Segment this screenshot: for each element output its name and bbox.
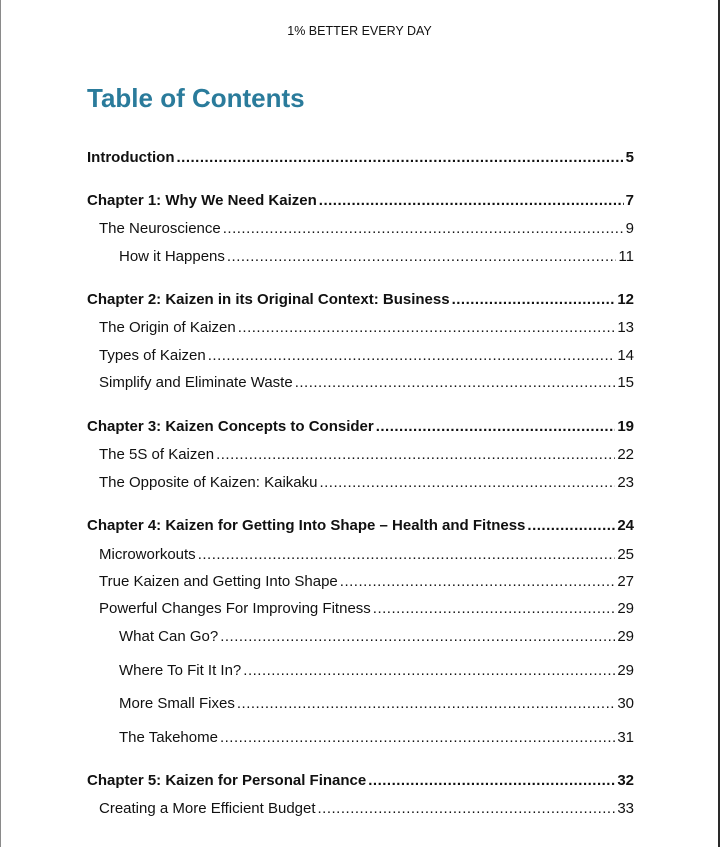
toc-entry-level-2[interactable] [99, 445, 634, 465]
toc-page-number: 33 [617, 800, 634, 817]
toc-entry-text: How it Happens [119, 248, 225, 265]
toc-entry-text: The Origin of Kaizen [99, 319, 236, 336]
toc-entry-level-3[interactable] [119, 694, 634, 714]
toc-page-number: 29 [617, 628, 634, 645]
toc-entry-text: Simplify and Eliminate Waste [99, 374, 293, 391]
toc-page-number: 23 [617, 474, 634, 491]
toc-entry-level-1[interactable] [87, 148, 634, 168]
toc-entry-text: What Can Go? [119, 628, 219, 645]
toc-entry-level-3[interactable] [119, 661, 634, 681]
toc-entry-text: Powerful Changes For Improving Fitness [99, 600, 371, 617]
dot-leader [319, 191, 624, 211]
toc-entry-level-2[interactable] [99, 219, 634, 239]
toc-page-number: 7 [625, 192, 634, 209]
toc-entry-text: The 5S of Kaizen [99, 446, 215, 463]
toc-page-number: 15 [617, 374, 634, 391]
toc-entry-level-2[interactable] [99, 545, 634, 565]
dot-leader [208, 346, 616, 366]
page-title: Table of Contents [87, 83, 305, 113]
toc-page-number: 5 [625, 149, 634, 166]
toc-entry-text: The Opposite of Kaizen: Kaikaku [99, 474, 318, 491]
toc-entry-level-1[interactable] [87, 417, 634, 437]
toc-entry-level-2[interactable] [99, 799, 634, 819]
toc-entry-level-3[interactable] [119, 728, 634, 748]
toc-page-number: 13 [617, 319, 634, 336]
table-of-contents [1, 0, 720, 847]
dot-leader [237, 694, 615, 714]
dot-leader [216, 445, 615, 465]
dot-leader [220, 728, 615, 748]
dot-leader [318, 799, 616, 819]
toc-entry-level-2[interactable] [99, 346, 634, 366]
dot-leader [452, 290, 616, 310]
toc-entry-text: Chapter 5: Kaizen for Personal Finance [87, 772, 367, 789]
toc-entry-text: Chapter 3: Kaizen Concepts to Consider [87, 418, 374, 435]
running-header: 1% BETTER EVERY DAY [287, 24, 432, 38]
toc-entry-level-2[interactable] [99, 572, 634, 592]
toc-entry-level-2[interactable] [99, 373, 634, 393]
dot-leader [198, 545, 616, 565]
toc-entry-text: Creating a More Efficient Budget [99, 800, 316, 817]
dot-leader [295, 373, 616, 393]
toc-page-number: 11 [618, 248, 634, 265]
toc-entry-text: Microworkouts [99, 546, 196, 563]
dot-leader [527, 516, 615, 536]
toc-entry-level-2[interactable] [99, 318, 634, 338]
toc-entry-level-1[interactable] [87, 516, 634, 536]
toc-entry-level-3[interactable] [119, 247, 634, 267]
dot-leader [340, 572, 616, 592]
toc-entry-level-2[interactable] [99, 473, 634, 493]
toc-page-number: 22 [617, 446, 634, 463]
toc-entry-text: Introduction [87, 149, 175, 166]
toc-page-number: 24 [617, 517, 634, 534]
toc-page-number: 12 [617, 291, 634, 308]
toc-entry-level-1[interactable] [87, 191, 634, 211]
toc-entry-text: Chapter 1: Why We Need Kaizen [87, 192, 317, 209]
toc-page-number: 9 [625, 220, 634, 237]
toc-entry-level-2[interactable] [99, 599, 634, 619]
toc-entry-text: Where To Fit It In? [119, 662, 242, 679]
toc-entry-level-1[interactable] [87, 290, 634, 310]
dot-leader [220, 627, 615, 647]
dot-leader [368, 771, 615, 791]
toc-page-number: 30 [617, 695, 634, 712]
dot-leader [319, 473, 615, 493]
toc-entry-text: True Kaizen and Getting Into Shape [99, 573, 338, 590]
toc-entry-text: The Neuroscience [99, 220, 221, 237]
toc-entry-level-1[interactable] [87, 771, 634, 791]
toc-entry-level-3[interactable] [119, 627, 634, 647]
toc-entry-text: Chapter 2: Kaizen in its Original Context: Business [87, 291, 450, 308]
dot-leader [227, 247, 617, 267]
toc-entry-text: The Takehome [119, 729, 218, 746]
toc-entry-text: Chapter 4: Kaizen for Getting Into Shape – Health and Fitness [87, 517, 526, 534]
dot-leader [376, 417, 616, 437]
dot-leader [223, 219, 624, 239]
toc-page-number: 29 [617, 662, 634, 679]
toc-entry-text: More Small Fixes [119, 695, 235, 712]
dot-leader [238, 318, 616, 338]
toc-page-number: 32 [617, 772, 634, 789]
toc-page-number: 27 [617, 573, 634, 590]
toc-page-number: 25 [617, 546, 634, 563]
dot-leader [373, 599, 616, 619]
toc-entry-text: Types of Kaizen [99, 347, 206, 364]
dot-leader [176, 148, 623, 168]
toc-page-number: 14 [617, 347, 634, 364]
toc-page-number: 19 [617, 418, 634, 435]
dot-leader [243, 661, 615, 681]
toc-page-number: 31 [617, 729, 634, 746]
toc-page-number: 29 [617, 600, 634, 617]
